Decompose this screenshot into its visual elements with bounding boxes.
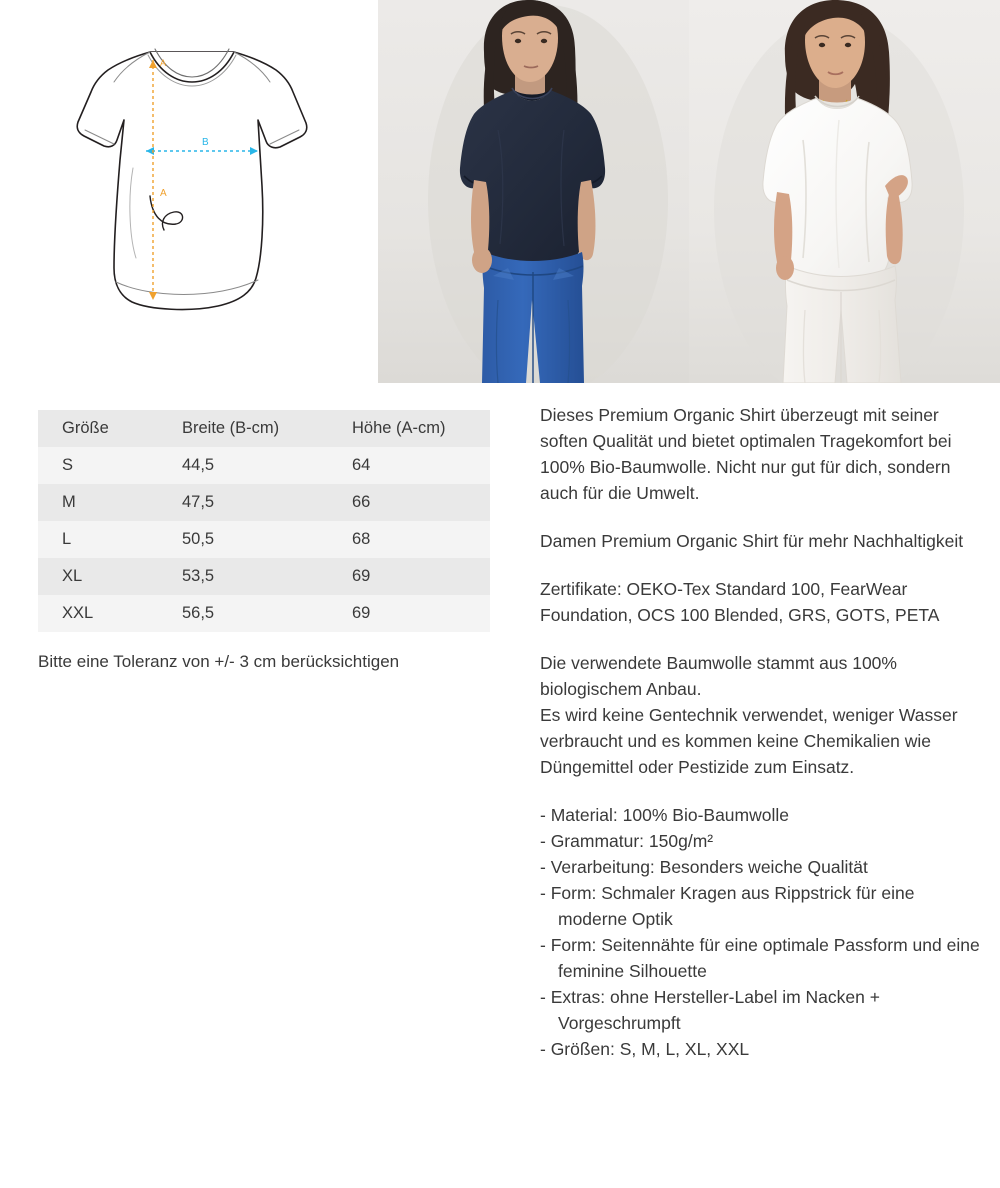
table-row <box>38 558 490 595</box>
description-certificates: Zertifikate: OEKO-Tex Standard 100, FearWear Foundation, OCS 100 Blended, GRS, GOTS, PETA <box>540 579 940 625</box>
table-row <box>38 521 490 558</box>
technical-drawing <box>0 0 378 388</box>
size-chart-table <box>38 410 490 632</box>
width-cell: 44,5 <box>158 447 328 484</box>
height-cell: 68 <box>328 521 490 558</box>
table-row <box>38 484 490 521</box>
height-cell: 69 <box>328 558 490 595</box>
width-cell: 53,5 <box>158 558 328 595</box>
table-row <box>38 595 490 632</box>
tolerance-note: Bitte eine Toleranz von +/- 3 cm berücksichtigen <box>38 652 400 671</box>
list-item: - Extras: ohne Hersteller-Label im Nacken + Vorgeschrumpft <box>540 987 880 1033</box>
description-paragraph-1: Dieses Premium Organic Shirt überzeugt mit seiner soften Qualität und bietet optimalen Tragekomfort bei 100% Bio-Baumwolle. Nicht nur gut für dich, sondern auch für die Umwelt. <box>540 405 952 503</box>
measure-height-label: A <box>160 188 167 199</box>
product-media-row <box>0 0 1000 388</box>
technical-drawing-svg <box>0 0 378 388</box>
height-cell: 69 <box>328 595 490 632</box>
list-item: - Grammatur: 150g/m² <box>540 831 714 851</box>
description-column <box>540 388 1000 1062</box>
size-cell: M <box>38 484 158 521</box>
product-photo-navy <box>378 0 689 383</box>
product-photo-navy-image <box>378 0 689 383</box>
size-chart-header-row <box>38 410 490 447</box>
list-item: - Form: Schmaler Kragen aus Rippstrick für eine moderne Optik <box>540 883 915 929</box>
description-paragraph-2: Damen Premium Organic Shirt für mehr Nachhaltigkeit <box>540 531 964 551</box>
size-chart-header-width: Breite (B-cm) <box>158 410 328 447</box>
feature-list <box>540 802 988 1062</box>
list-item: - Form: Seitennähte für eine optimale Passform und eine feminine Silhouette <box>540 935 980 981</box>
details-section <box>0 388 1000 1062</box>
product-photo-white-image <box>689 0 1000 383</box>
width-cell: 47,5 <box>158 484 328 521</box>
description-paragraph-5: Es wird keine Gentechnik verwendet, weniger Wasser verbraucht und es kommen keine Chemikalien wie Düngemittel oder Pestizide zum Einsatz. <box>540 705 958 777</box>
measure-width-label: B <box>202 137 209 148</box>
measure-height-label-top: A <box>160 58 167 68</box>
height-cell: 66 <box>328 484 490 521</box>
list-item: - Größen: S, M, L, XL, XXL <box>540 1039 750 1059</box>
size-chart-column <box>0 388 540 1062</box>
size-chart-header-height: Höhe (A-cm) <box>328 410 490 447</box>
product-description <box>540 388 988 1062</box>
list-item: - Verarbeitung: Besonders weiche Qualität <box>540 857 868 877</box>
height-cell: 64 <box>328 447 490 484</box>
size-cell: S <box>38 447 158 484</box>
table-row <box>38 447 490 484</box>
size-cell: XXL <box>38 595 158 632</box>
list-item: - Material: 100% Bio-Baumwolle <box>540 805 789 825</box>
size-cell: XL <box>38 558 158 595</box>
size-chart-header-size: Größe <box>38 410 158 447</box>
product-photo-white <box>689 0 1000 383</box>
width-cell: 56,5 <box>158 595 328 632</box>
size-cell: L <box>38 521 158 558</box>
description-paragraph-4: Die verwendete Baumwolle stammt aus 100% biologischem Anbau. <box>540 653 897 699</box>
width-cell: 50,5 <box>158 521 328 558</box>
